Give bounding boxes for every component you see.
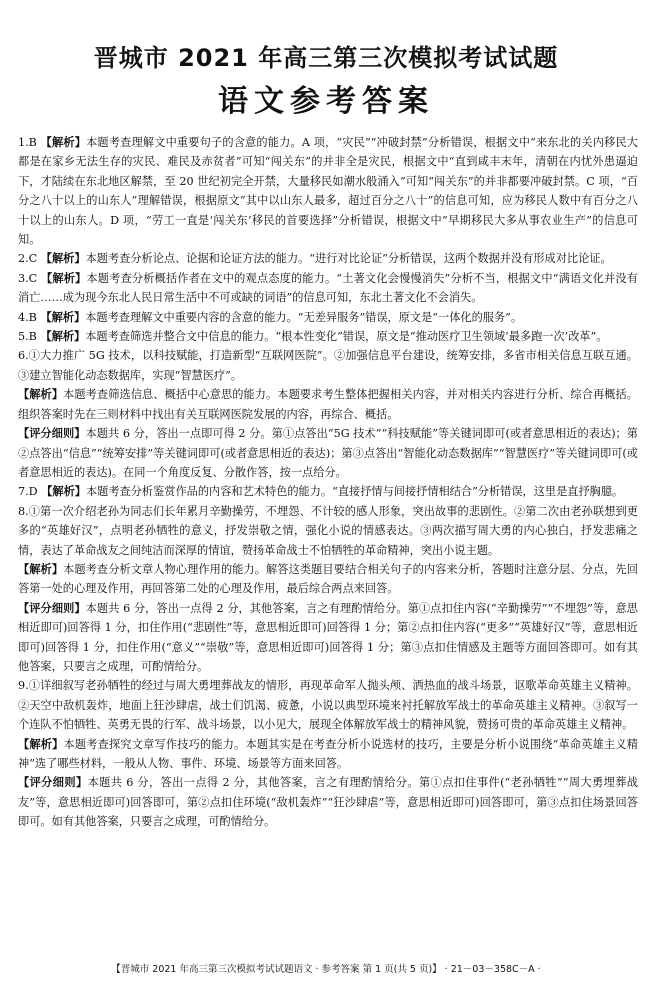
question-number: 2.C xyxy=(18,252,38,266)
section-tag: 【评分细则】 xyxy=(18,601,86,615)
question-number: 1.B xyxy=(18,136,37,149)
answer-item xyxy=(18,502,638,560)
answer-item xyxy=(18,133,638,249)
answer-text: 本题考查分析概括作者在文中的观点态度的能力。“土著文化会慢慢消失”分析不当，根据文中“满语文化并没有消亡……成为现今东北人民日常生活中不可或缺的词语”的信息可知，东北土著文化不会消失。 xyxy=(18,271,638,305)
answer-item xyxy=(18,327,638,346)
answer-text: 本题考查筛选并整合文中信息的能力。“根本性变化”错误，原文是“推动医疗卫生领域‘最多跑一次’改革”。 xyxy=(85,330,608,344)
question-number: 9. xyxy=(18,679,29,693)
answer-item xyxy=(18,308,638,327)
answer-text: 本题考查分析鉴赏作品的内容和艺术特色的能力。“直接抒情与间接抒情相结合”分析错误，这里是直抒胸臆。 xyxy=(85,485,624,499)
answer-text: 本题考查理解文中重要内容的含意的能力。“无差异服务”错误，原文是“一体化的服务”。 xyxy=(85,310,523,324)
section-tag: 【解析】 xyxy=(18,562,64,576)
section-tag: 【解析】 xyxy=(18,388,64,402)
answer-item xyxy=(18,676,638,734)
answer-text: 本题考查理解文中重要句子的含意的能力。A 项，“灾民”“冲破封禁”分析错误，根据文中“来东北的关内移民大都是在家乡无法生存的灾民、难民及赤贫者”可知“闯关东”的并非全是灾民，根据文中“直到咸丰末年，清朝在内忧外患逼迫下，才陆续在东北地区解禁，至 20 世纪初完全开禁，大量移民如潮水般涌入”可知“闯关东”的并非都要冲破封禁。C 项，“百分之八十以上的山东人”理解错误，根据原文“其中以山东人最多，超过百分之八十”的信息可知，应为移民人数中有百分之八十以上的山东人。D 项，“劳工一直是‘闯关东’移民的首要选择”分析错误，根据文中“早期移民大多从事农业生产”的信息可知。 xyxy=(18,136,638,247)
question-number: 8. xyxy=(18,504,29,518)
analysis-item xyxy=(18,385,638,424)
section-tag: 【解析】 xyxy=(40,252,86,266)
answer-text: ①大力推广 5G 技术，以科技赋能，打造新型“互联网医院”。②加强信息平台建设，统筹安排，多省市相关信息互联互通。③建立智能化动态数据库，实现“智慧医疗”。 xyxy=(18,349,638,382)
answer-item xyxy=(18,346,638,385)
question-number: 3.C xyxy=(18,271,38,285)
answer-text: ①详细叙写老孙牺牲的经过与周大勇埋葬战友的情形，再现革命军人抛头颅、洒热血的战斗场景，讴歌革命英雄主义精神。②天空中敌机轰炸，地面上狂沙肆虐，战士们饥渴、疲惫，小说以典型环境来衬托解放军战士的革命英雄主义精神。③叙写一个连队不怕牺牲、英勇无畏的行军、战斗场景，以小见大，展现全体解放军战士的精神风貌，赞扬可贵的革命英雄主义精神。 xyxy=(18,679,638,732)
answer-text: 本题共 6 分，答出一点即可得 2 分。第①点答出“5G 技术”“科技赋能”等关键词即可(或者意思相近的表达)；第②点答出“信息”“统筹安排”等关键词即可(或者意思相近的表达)；第③点答出“智能化动态数据库”“智慧医疗”等关键词即可(或者意思相近的表达)。在同一个角度反复、分散作答，按一点给分。 xyxy=(18,427,638,479)
answer-text: 本题考查探究文章写作技巧的能力。本题其实是在考查分析小说选材的技巧，主要是分析小说围绕“革命英雄主义精神”选了哪些材料，一般从人物、事件、环境、场景等方面来回答。 xyxy=(18,737,638,770)
answer-item xyxy=(18,249,638,268)
exam-title: 晋城市 2021 年高三第三次模拟考试试题 xyxy=(93,44,559,72)
question-number: 7.D xyxy=(18,485,38,499)
answers-body xyxy=(18,133,638,832)
scoring-item xyxy=(18,424,638,482)
analysis-item xyxy=(18,560,638,599)
answer-text: 本题共 6 分，答出一点得 2 分，其他答案，言之有理酌情给分。第①点扣住事件(“老孙牺牲”“周大勇埋葬战友”等，意思相近即可)回答即可，第②点扣住环境(“敌机轰炸”“狂沙肆虐”等，意思相近即可)回答即可，第③点扣住场景回答即可。如有其他答案，只要言之成理，可酌情给分。 xyxy=(18,776,638,829)
answer-text: 本题考查筛选信息、概括中心意思的能力。本题要求考生整体把握相关内容，并对相关内容进行分析、综合再概括。组织答案时先在三则材料中找出有关互联网医院发展的内容，再综合、概括。 xyxy=(18,388,638,421)
section-tag: 【解析】 xyxy=(40,136,87,149)
answer-key-title: 语文参考答案 xyxy=(218,84,434,119)
question-number: 6. xyxy=(18,349,29,363)
analysis-item xyxy=(18,735,638,774)
section-tag: 【解析】 xyxy=(40,271,87,285)
scoring-item xyxy=(18,599,638,677)
question-number: 5.B xyxy=(18,330,37,344)
section-tag: 【解析】 xyxy=(40,330,86,344)
section-tag: 【解析】 xyxy=(18,737,64,751)
section-tag: 【评分细则】 xyxy=(18,776,88,790)
answer-text: 本题考查分析论点、论据和论证方法的能力。“进行对比论证”分析错误，这两个数据并没有形成对比论证。 xyxy=(85,252,612,266)
question-number: 4.B xyxy=(18,310,37,324)
answer-item xyxy=(18,269,638,308)
scoring-item xyxy=(18,773,638,831)
answer-text: ①第一次介绍老孙为同志们长年累月辛勤操劳，不埋怨、不计较的感人形象，突出故事的悲剧性。②第二次由老孙联想到更多的“英雄好汉”，点明老孙牺牲的意义，抒发崇敬之情，强化小说的情感表达。③两次描写周大勇的内心独白，抒发悲痛之情，表达了革命战友之间纯洁而深厚的情谊，赞扬革命战士不怕牺牲的革命精神，突出小说主题。 xyxy=(18,504,638,557)
section-tag: 【解析】 xyxy=(41,485,86,499)
answer-text: 本题考查分析文章人物心理作用的能力。解答这类题目要结合相关句子的内容来分析，答题时注意分层、分点，先回答第一处的心理及作用，再回答第二处的心理及作用，最后综合两点来回答。 xyxy=(18,562,638,596)
answer-item xyxy=(18,482,638,501)
section-tag: 【评分细则】 xyxy=(18,427,86,441)
answer-text: 本题共 6 分，答出一点得 2 分，其他答案，言之有理酌情给分。第①点扣住内容(“辛勤操劳”“不埋怨”等，意思相近即可)回答得 1 分，扣住作用(“悲剧性”等，意思相近即可)回答得 1 分；第②点扣住内容(“更多”“英雄好汉”等，意思相近即可)回答得 1 分，扣住作用(“意义”“崇敬”等，意思相近即可)回答得 1 分；第③点扣住情感及主题等方面回答即可。如有其他答案，只要言之成理，可酌情给分。 xyxy=(18,601,638,673)
page-footer: 【晋城市 2021 年高三第三次模拟考试试题语文 · 参考答案 第 1 页(共 5 页)】 · 21－03－358C－A · xyxy=(111,964,541,975)
section-tag: 【解析】 xyxy=(40,310,86,324)
